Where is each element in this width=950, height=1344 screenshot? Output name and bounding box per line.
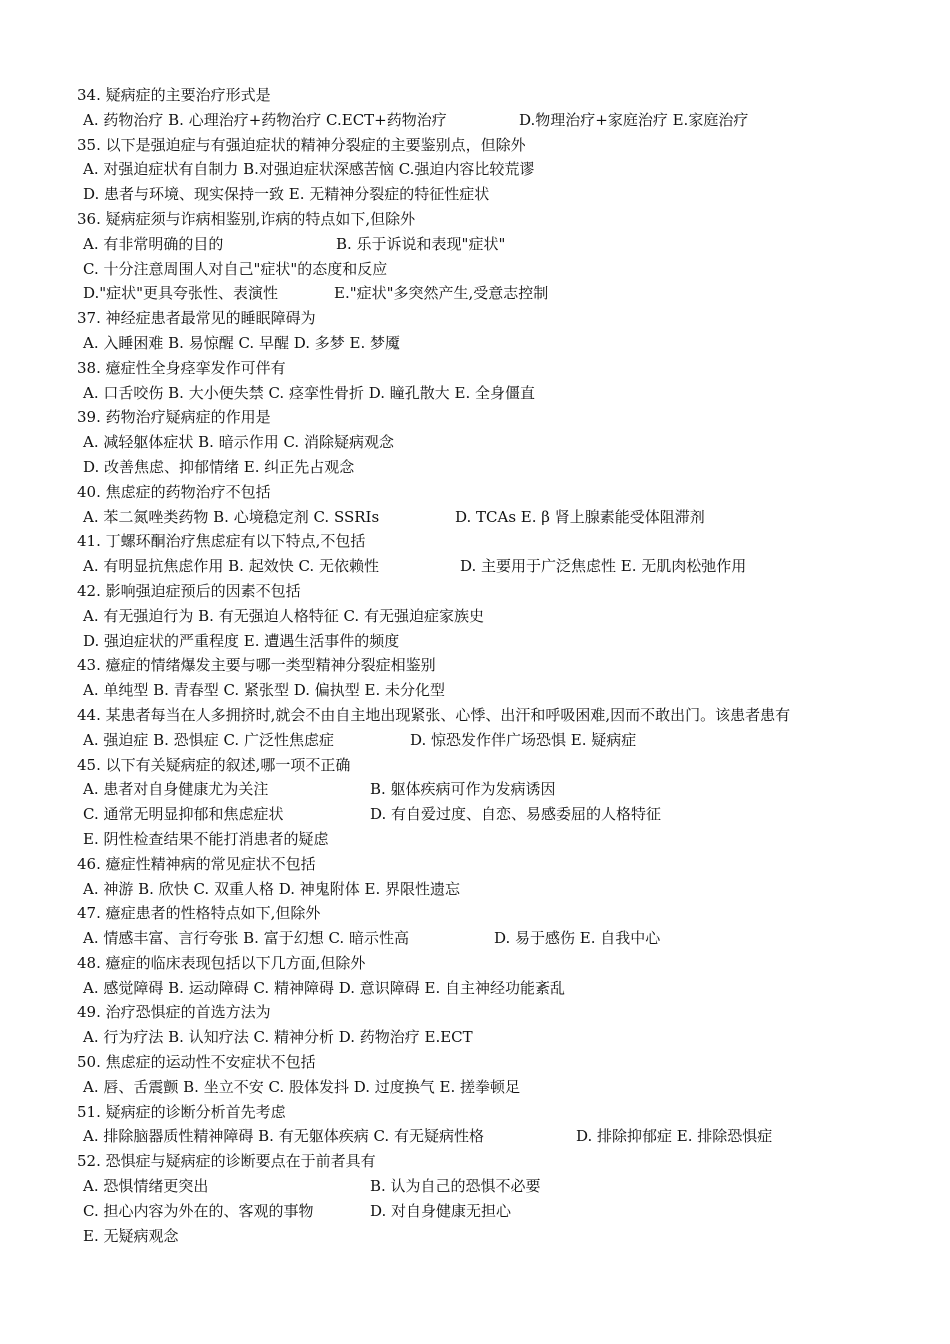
question-52-options: A. 恐惧情绪更突出 B. 认为自己的恐惧不必要: [83, 1177, 541, 1196]
question-51-stem: 51. 疑病症的诊断分析首先考虑: [77, 1102, 286, 1121]
question-52-options: C. 担心内容为外在的、客观的事物 D. 对自身健康无担心: [83, 1201, 512, 1220]
question-44-options: A. 强迫症 B. 恐惧症 C. 广泛性焦虑症 D. 惊恐发作伴广场恐惧 E. 疑病症: [83, 730, 637, 749]
question-45-options: C. 通常无明显抑郁和焦虑症状 D. 有自爱过度、自恋、易感委屈的人格特征: [83, 805, 662, 824]
question-42-options: D. 强迫症状的严重程度 E. 遭遇生活事件的频度: [83, 631, 400, 650]
question-45-options: E. 阴性检查结果不能打消患者的疑虑: [83, 829, 329, 848]
question-39-options: A. 减轻躯体症状 B. 暗示作用 C. 消除疑病观念: [83, 433, 394, 452]
question-34-options: A. 药物治疗 B. 心理治疗+药物治疗 C.ECT+药物治疗 D.物理治疗+家庭治疗 E.家庭治疗: [83, 110, 749, 129]
question-52-stem: 52. 恐惧症与疑病症的诊断要点在于前者具有: [77, 1152, 376, 1171]
question-45-stem: 45. 以下有关疑病症的叙述,哪一项不正确: [77, 755, 351, 774]
question-41-stem: 41. 丁螺环酮治疗焦虑症有以下特点,不包括: [77, 532, 366, 551]
question-48-options: A. 感觉障碍 B. 运动障碍 C. 精神障碍 D. 意识障碍 E. 自主神经功能紊乱: [83, 978, 565, 997]
question-50-stem: 50. 焦虑症的运动性不安症状不包括: [77, 1053, 316, 1072]
question-36-options: C. 十分注意周围人对自己"症状"的态度和反应: [83, 259, 388, 278]
question-52-options: E. 无疑病观念: [83, 1226, 179, 1245]
question-35-options: A. 对强迫症状有自制力 B.对强迫症状深感苦恼 C.强迫内容比较荒谬: [83, 160, 535, 179]
question-48-stem: 48. 癔症的临床表现包括以下几方面,但除外: [77, 953, 366, 972]
question-35-options: D. 患者与环境、现实保持一致 E. 无精神分裂症的特征性症状: [83, 185, 490, 204]
question-40-stem: 40. 焦虑症的药物治疗不包括: [77, 482, 271, 501]
question-42-options: A. 有无强迫行为 B. 有无强迫人格特征 C. 有无强迫症家族史: [83, 606, 484, 625]
question-36-stem: 36. 疑病症须与诈病相鉴别,诈病的特点如下,但除外: [77, 209, 416, 228]
question-38-options: A. 口舌咬伤 B. 大小便失禁 C. 痉挛性骨折 D. 瞳孔散大 E. 全身僵直: [83, 383, 535, 402]
question-51-options: A. 排除脑器质性精神障碍 B. 有无躯体疾病 C. 有无疑病性格 D. 排除抑郁症 E. 排除恐惧症: [83, 1127, 773, 1146]
question-41-options: A. 有明显抗焦虑作用 B. 起效快 C. 无依赖性 D. 主要用于广泛焦虑性 E. 无肌肉松弛作用: [83, 557, 747, 576]
question-49-stem: 49. 治疗恐惧症的首选方法为: [77, 1003, 271, 1022]
question-46-options: A. 神游 B. 欣快 C. 双重人格 D. 神鬼附体 E. 界限性遗忘: [83, 879, 460, 898]
question-36-options: D."症状"更具夸张性、表演性 E."症状"多突然产生,受意志控制: [83, 284, 549, 303]
question-50-options: A. 唇、舌震颤 B. 坐立不安 C. 股体发抖 D. 过度换气 E. 搓拳顿足: [83, 1077, 520, 1096]
question-40-options: A. 苯二氮唑类药物 B. 心境稳定剂 C. SSRIs D. TCAs E. β 肾上腺素能受体阻滞剂: [83, 507, 705, 526]
question-47-options: A. 情感丰富、言行夸张 B. 富于幻想 C. 暗示性高 D. 易于感伤 E. 自我中心: [83, 929, 661, 948]
question-43-options: A. 单纯型 B. 青春型 C. 紧张型 D. 偏执型 E. 未分化型: [83, 681, 445, 700]
question-36-options: A. 有非常明确的目的 B. 乐于诉说和表现"症状": [83, 234, 506, 253]
question-42-stem: 42. 影响强迫症预后的因素不包括: [77, 581, 301, 600]
question-44-stem: 44. 某患者每当在人多拥挤时,就会不由自主地出现紧张、心悸、出汗和呼吸困难,因而不敢出门。该患者患有: [77, 705, 791, 724]
question-38-stem: 38. 癔症性全身痉挛发作可伴有: [77, 358, 286, 377]
question-47-stem: 47. 癔症患者的性格特点如下,但除外: [77, 904, 321, 923]
question-39-options: D. 改善焦虑、抑郁情绪 E. 纠正先占观念: [83, 457, 355, 476]
question-37-options: A. 入睡困难 B. 易惊醒 C. 早醒 D. 多梦 E. 梦魇: [83, 333, 400, 352]
question-37-stem: 37. 神经症患者最常见的睡眠障碍为: [77, 309, 316, 328]
question-43-stem: 43. 癔症的情绪爆发主要与哪一类型精神分裂症相鉴别: [77, 656, 436, 675]
question-45-options: A. 患者对自身健康尤为关注 B. 躯体疾病可作为发病诱因: [83, 780, 556, 799]
exam-document: [0, 83, 950, 1248]
question-34-stem: 34. 疑病症的主要治疗形式是: [77, 86, 271, 104]
question-49-options: A. 行为疗法 B. 认知疗法 C. 精神分析 D. 药物治疗 E.ECT: [83, 1028, 473, 1047]
question-46-stem: 46. 癔症性精神病的常见症状不包括: [77, 854, 316, 873]
question-35-stem: 35. 以下是强迫症与有强迫症状的精神分裂症的主要鉴别点，但除外: [77, 135, 526, 154]
question-39-stem: 39. 药物治疗疑病症的作用是: [77, 408, 271, 427]
